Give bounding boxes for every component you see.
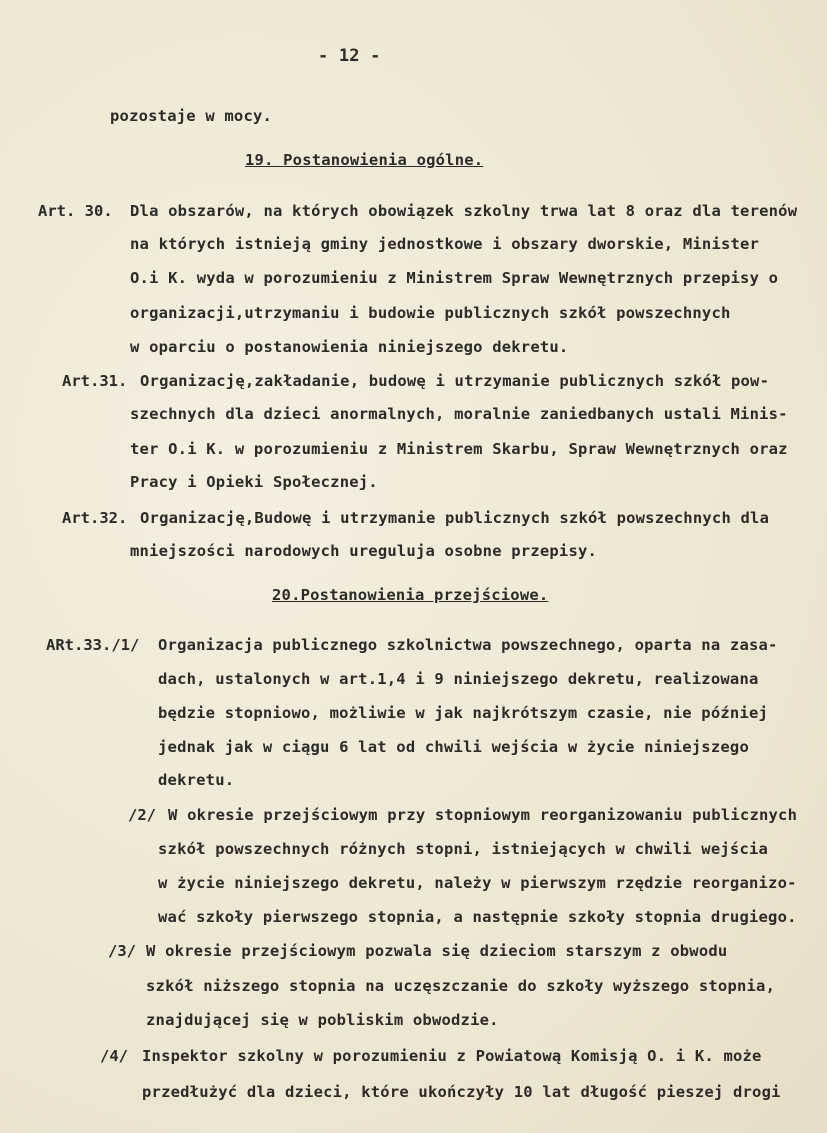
art-30-line: organizacji,utrzymaniu i budowie publicznych szkół powszechnych — [130, 304, 731, 322]
art-31-line: szechnych dla dzieci anormalnych, moralnie zaniedbanych ustali Minis- — [130, 405, 788, 423]
art-33-p2-line: wać szkoły pierwszego stopnia, a następnie szkoły stopnia drugiego. — [158, 908, 797, 926]
art-33-p1-line: dach, ustalonych w art.1,4 i 9 niniejszego dekretu, realizowana — [158, 670, 759, 688]
intro-text: pozostaje w mocy. — [110, 107, 273, 125]
art-32-label: Art.32. — [62, 509, 128, 527]
art-31-line: Organizację,zakładanie, budowę i utrzymanie publicznych szkół pow- — [140, 372, 770, 390]
art-30-line: O.i K. wyda w porozumieniu z Ministrem Spraw Wewnętrznych przepisy o — [130, 269, 779, 287]
art-31-label: Art.31. — [62, 372, 128, 390]
section-20-title: 20.Postanowienia przejściowe. — [272, 586, 549, 604]
art-33-p2-line: W okresie przejściowym przy stopniowym reorganizowaniu publicznych — [168, 806, 798, 824]
art-33-p1-line: będzie stopniowo, możliwie w jak najkrótszym czasie, nie później — [158, 704, 769, 722]
page-number: - 12 - — [318, 46, 381, 66]
art-33-p1-line: dekretu. — [158, 771, 235, 789]
art-33-label: ARt.33./1/ — [46, 636, 140, 654]
art-33-p1-line: jednak jak w ciągu 6 lat od chwili wejścia w życie niniejszego — [158, 738, 749, 756]
art-32-line: mniejszości narodowych ureguluja osobne przepisy. — [130, 542, 598, 560]
art-33-p2-label: /2/ — [128, 806, 156, 824]
art-33-p3-line: szkół niższego stopnia na uczęszczanie do szkoły wyższego stopnia, — [146, 977, 776, 995]
section-19-title: 19. Postanowienia ogólne. — [245, 151, 484, 169]
art-30-label: Art. 30. — [38, 202, 113, 220]
art-30-line: w oparciu o postanowienia niniejszego dekretu. — [130, 338, 569, 356]
art-31-line: ter O.i K. w porozumieniu z Ministrem Skarbu, Spraw Wewnętrznych oraz — [130, 440, 788, 458]
art-33-p1-line: Organizacja publicznego szkolnictwa powszechnego, oparta na zasa- — [158, 636, 778, 654]
art-32-line: Organizację,Budowę i utrzymanie publicznych szkół powszechnych dla — [140, 509, 770, 527]
art-33-p4-line: Inspektor szkolny w porozumieniu z Powiatową Komisją O. i K. może — [142, 1047, 762, 1065]
art-33-p2-line: w życie niniejszego dekretu, należy w pierwszym rzędzie reorganizo- — [158, 874, 797, 892]
art-33-p4-label: /4/ — [100, 1047, 128, 1065]
art-31-line: Pracy i Opieki Społecznej. — [130, 473, 378, 491]
art-33-p3-label: /3/ — [108, 942, 136, 960]
art-30-line: Dla obszarów, na których obowiązek szkolny trwa lat 8 oraz dla terenów — [130, 202, 798, 220]
art-33-p3-line: znajdującej się w pobliskim obwodzie. — [146, 1011, 499, 1029]
art-33-p4-line: przedłużyć dla dzieci, które ukończyły 10 lat długość pieszej drogi — [142, 1083, 781, 1101]
art-30-line: na których istnieją gminy jednostkowe i obszary dworskie, Minister — [130, 235, 760, 253]
art-33-p2-line: szkół powszechnych różnych stopni, istniejących w chwili wejścia — [158, 840, 769, 858]
art-33-p3-line: W okresie przejściowym pozwala się dzieciom starszym z obwodu — [146, 942, 728, 960]
